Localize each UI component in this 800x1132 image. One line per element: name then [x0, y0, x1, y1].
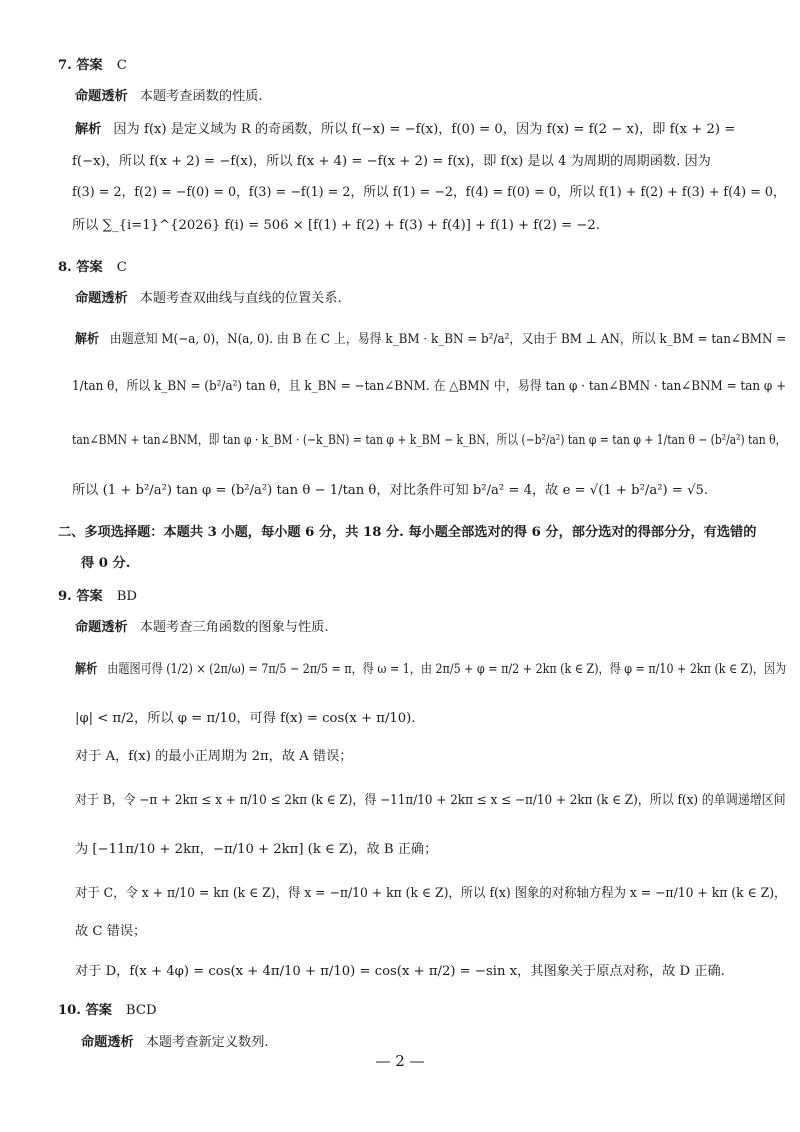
- section2-heading: 二、多项选择题：本题共 3 小题，每小题 6 分，共 18 分. 每小题全部选对的得 6 分，部分选对的得部分分，有选错的: [58, 525, 757, 540]
- q7-header: [58, 57, 127, 75]
- q8-answer-label: 8. 答案: [58, 260, 103, 275]
- q8-intent: [75, 290, 342, 308]
- q9-option-b: 对于 B，令 −π + 2kπ ≤ x + π/10 ≤ 2kπ (k ∈ Z)，得 −11π/10 + 2kπ ≤ x ≤ −π/10 + 2kπ (k ∈ Z)，所以 f(x) 的单调递增区间: [75, 793, 786, 808]
- q8-line: 所以 (1 + b²/a²) tan φ = (b²/a²) tan θ − 1/tan θ，对比条件可知 b²/a² = 4，故 e = √(1 + b²/a²) = √5.: [72, 483, 709, 498]
- q9-option-c-cont: 故 C 错误；: [75, 924, 147, 939]
- q8-analysis-line-1: [75, 331, 786, 349]
- q8-analysis-label: 解析: [75, 332, 99, 347]
- q9-line-text: 由题图可得 (1/2) × (2π/ω) = 7π/5 − 2π/5 = π，得 ω = 1，由 2π/5 + φ = π/2 + 2kπ (k ∈ Z)，得 φ = π/10 + 2kπ (k ∈ Z)，因为: [107, 662, 787, 677]
- q10-header: [58, 1002, 157, 1020]
- q8-line: tan∠BMN + tan∠BNM，即 tan φ · k_BM · (−k_BN) = tan φ + k_BM − k_BN，所以 (−b²/a²) tan φ = tan φ + 1/tan θ − (b²/a²) tan θ，: [72, 433, 787, 448]
- q9-intent: [75, 619, 329, 637]
- q8-line-text: 由题意知 M(−a, 0)，N(a, 0). 由 B 在 C 上，易得 k_BM · k_BN = b²/a²，又由于 BM ⊥ AN，所以 k_BM = tan∠BMN =: [109, 332, 787, 347]
- q9-intent-text: 本题考查三角函数的图象与性质.: [139, 620, 329, 635]
- q8-intent-text: 本题考查双曲线与直线的位置关系.: [139, 291, 342, 306]
- q9-header: [58, 588, 137, 606]
- q10-intent-text: 本题考查新定义数列.: [145, 1035, 269, 1050]
- q7-answer-label: 7. 答案: [58, 58, 103, 73]
- q7-line: f(−x)，所以 f(x + 2) = −f(x)，所以 f(x + 4) = −f(x + 2) = f(x)，即 f(x) 是以 4 为周期的周期函数. 因为: [72, 154, 711, 169]
- q7-line: 所以 ∑_{i=1}^{2026} f(i) = 506 × [f(1) + f(2) + f(3) + f(4)] + f(1) + f(2) = −2.: [72, 218, 600, 233]
- q9-answer-label: 9. 答案: [58, 589, 103, 604]
- q7-line-text: 因为 f(x) 是定义域为 R 的奇函数，所以 f(−x) = −f(x)，f(0) = 0，因为 f(x) = f(2 − x)，即 f(x + 2) =: [113, 122, 736, 137]
- q7-intent-label: 命题透析: [75, 89, 128, 104]
- section2-heading-cont: 得 0 分.: [81, 556, 131, 571]
- q7-analysis-label: 解析: [75, 122, 102, 137]
- q9-analysis-line-1: [75, 661, 786, 679]
- q7-intent-text: 本题考查函数的性质.: [139, 89, 263, 104]
- q10-intent: [81, 1034, 269, 1052]
- q9-line: |φ| < π/2，所以 φ = π/10，可得 f(x) = cos(x + π/10).: [75, 711, 416, 726]
- q8-intent-label: 命题透析: [75, 291, 128, 306]
- q7-answer-value: C: [116, 58, 127, 73]
- q8-header: [58, 259, 127, 277]
- q7-line: f(3) = 2，f(2) = −f(0) = 0，f(3) = −f(1) = 2，所以 f(1) = −2，f(4) = f(0) = 0，所以 f(1) + f(2) + f(3) + f(4) = 0，: [72, 185, 786, 200]
- q9-option-b-cont: 为 [−11π/10 + 2kπ，−π/10 + 2kπ] (k ∈ Z)，故 B 正确；: [75, 842, 438, 857]
- q7-analysis-line-1: [75, 121, 735, 139]
- q10-intent-label: 命题透析: [81, 1035, 134, 1050]
- q9-option-a: 对于 A，f(x) 的最小正周期为 2π，故 A 错误；: [75, 749, 353, 764]
- q8-answer-value: C: [116, 260, 127, 275]
- q7-intent: [75, 88, 263, 106]
- q9-answer-value: BD: [116, 589, 137, 604]
- q10-answer-label: 10. 答案: [58, 1003, 112, 1018]
- q9-option-d: 对于 D，f(x + 4φ) = cos(x + 4π/10 + π/10) = cos(x + π/2) = −sin x，其图象关于原点对称，故 D 正确.: [75, 964, 725, 979]
- page-number: — 2 —: [375, 1052, 425, 1070]
- q9-intent-label: 命题透析: [75, 620, 128, 635]
- q9-analysis-label: 解析: [75, 662, 98, 677]
- q10-answer-value: BCD: [125, 1003, 157, 1018]
- q8-line: 1/tan θ，所以 k_BN = (b²/a²) tan θ，且 k_BN = −tan∠BNM. 在 △BMN 中，易得 tan φ · tan∠BMN · tan∠BNM = tan φ +: [72, 379, 787, 394]
- q9-option-c: 对于 C，令 x + π/10 = kπ (k ∈ Z)，得 x = −π/10 + kπ (k ∈ Z)，所以 f(x) 图象的对称轴方程为 x = −π/10 + kπ (k ∈ Z)，: [75, 886, 787, 901]
